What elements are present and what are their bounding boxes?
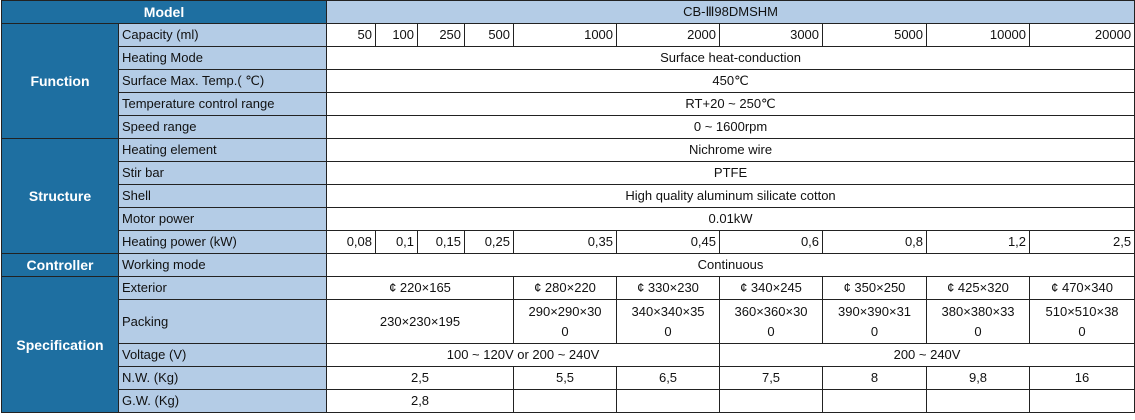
- packing-line: 380×380×33: [941, 303, 1015, 319]
- exterior-cell: ¢ 220×165: [327, 277, 514, 300]
- shell-row: [2, 185, 1135, 208]
- packing-line: 0: [870, 323, 879, 339]
- label-packing: Packing: [119, 300, 327, 344]
- exterior-cell: ¢ 330×230: [617, 277, 720, 300]
- capacity-cell: 2000: [617, 24, 720, 47]
- motor-power-value: 0.01kW: [327, 208, 1135, 231]
- motor-power-row: [2, 208, 1135, 231]
- packing-cell: [720, 300, 823, 344]
- model-value: CB-Ⅲ98DMSHM: [327, 1, 1135, 24]
- exterior-cell: ¢ 470×340: [1030, 277, 1135, 300]
- heating-power-cell: 0,6: [720, 231, 823, 254]
- label-gw: G.W. (Kg): [119, 390, 327, 413]
- nw-cell: 16: [1030, 367, 1135, 390]
- label-capacity: Capacity (ml): [119, 24, 327, 47]
- packing-line: 0: [561, 323, 569, 339]
- gw-cell: [617, 390, 720, 413]
- heating-element-row: [2, 139, 1135, 162]
- label-temp-range: Temperature control range: [119, 93, 327, 116]
- heating-power-cell: 0,45: [617, 231, 720, 254]
- gw-cell: [514, 390, 617, 413]
- packing-line: 0: [664, 323, 672, 339]
- heating-power-cell: 2,5: [1030, 231, 1135, 254]
- gw-cell: [927, 390, 1030, 413]
- nw-cell: 9,8: [927, 367, 1030, 390]
- heating-power-row: [2, 231, 1135, 254]
- exterior-cell: ¢ 340×245: [720, 277, 823, 300]
- capacity-cell: 50: [327, 24, 376, 47]
- stir-bar-value: PTFE: [327, 162, 1135, 185]
- packing-cell: [927, 300, 1030, 344]
- stir-bar-row: [2, 162, 1135, 185]
- packing-line: 290×290×30: [528, 303, 602, 319]
- nw-cell: 6,5: [617, 367, 720, 390]
- gw-cell: [720, 390, 823, 413]
- capacity-row: [2, 24, 1135, 47]
- category-specification: Specification: [2, 277, 119, 413]
- heating-power-cell: 0,1: [376, 231, 418, 254]
- heating-power-cell: 0,08: [327, 231, 376, 254]
- category-structure: Structure: [2, 139, 119, 254]
- temp-range-value: RT+20 ~ 250℃: [327, 93, 1135, 116]
- packing-line: 340×340×35: [631, 303, 705, 319]
- label-nw: N.W. (Kg): [119, 367, 327, 390]
- label-motor-power: Motor power: [119, 208, 327, 231]
- label-heating-power: Heating power (kW): [119, 231, 327, 254]
- heating-element-value: Nichrome wire: [327, 139, 1135, 162]
- gw-cell: [1030, 390, 1135, 413]
- packing-cell: [823, 300, 927, 344]
- label-shell: Shell: [119, 185, 327, 208]
- exterior-cell: ¢ 280×220: [514, 277, 617, 300]
- label-heating-element: Heating element: [119, 139, 327, 162]
- speed-range-value: 0 ~ 1600rpm: [327, 116, 1135, 139]
- working-mode-row: [2, 254, 1135, 277]
- nw-cell: 2,5: [327, 367, 514, 390]
- capacity-cell: 250: [418, 24, 465, 47]
- shell-value: High quality aluminum silicate cotton: [327, 185, 1135, 208]
- packing-cell: [514, 300, 617, 344]
- heating-mode-row: [2, 47, 1135, 70]
- model-label: Model: [2, 1, 327, 24]
- capacity-cell: 5000: [823, 24, 927, 47]
- heating-power-cell: 0,15: [418, 231, 465, 254]
- temp-range-row: [2, 93, 1135, 116]
- voltage-row: [2, 344, 1135, 367]
- heating-power-cell: 0,35: [514, 231, 617, 254]
- packing-line: 0: [1078, 323, 1086, 339]
- gw-cell: 2,8: [327, 390, 514, 413]
- working-mode-value: Continuous: [327, 254, 1135, 277]
- label-voltage: Voltage (V): [119, 344, 327, 367]
- model-row: [2, 1, 1135, 24]
- capacity-cell: 1000: [514, 24, 617, 47]
- nw-cell: 7,5: [720, 367, 823, 390]
- packing-line: 0: [974, 323, 982, 339]
- speed-range-row: [2, 116, 1135, 139]
- label-exterior: Exterior: [119, 277, 327, 300]
- capacity-cell: 10000: [927, 24, 1030, 47]
- capacity-cell: 100: [376, 24, 418, 47]
- packing-line: 360×360×30: [734, 303, 808, 319]
- gw-cell: [823, 390, 927, 413]
- packing-row: [2, 300, 1135, 344]
- packing-cell: 230×230×195: [327, 300, 514, 344]
- label-speed-range: Speed range: [119, 116, 327, 139]
- category-function: Function: [2, 24, 119, 139]
- heating-power-cell: 0,25: [465, 231, 514, 254]
- exterior-cell: ¢ 350×250: [823, 277, 927, 300]
- voltage-cell: 200 ~ 240V: [720, 344, 1135, 367]
- capacity-cell: 500: [465, 24, 514, 47]
- exterior-row: [2, 277, 1135, 300]
- label-working-mode: Working mode: [119, 254, 327, 277]
- spec-table: [1, 0, 1135, 413]
- surface-temp-row: [2, 70, 1135, 93]
- label-surface-temp: Surface Max. Temp.( ℃): [119, 70, 327, 93]
- exterior-cell: ¢ 425×320: [927, 277, 1030, 300]
- heating-power-cell: 0,8: [823, 231, 927, 254]
- label-heating-mode: Heating Mode: [119, 47, 327, 70]
- packing-cell: [617, 300, 720, 344]
- capacity-cell: 20000: [1030, 24, 1135, 47]
- packing-cell: [1030, 300, 1135, 344]
- heating-mode-value: Surface heat-conduction: [327, 47, 1135, 70]
- category-controller: Controller: [2, 254, 119, 277]
- surface-temp-value: 450℃: [327, 70, 1135, 93]
- heating-power-cell: 1,2: [927, 231, 1030, 254]
- label-stir-bar: Stir bar: [119, 162, 327, 185]
- nw-cell: 8: [823, 367, 927, 390]
- voltage-cell: 100 ~ 120V or 200 ~ 240V: [327, 344, 720, 367]
- packing-line: 390×390×31: [838, 303, 912, 319]
- capacity-cell: 3000: [720, 24, 823, 47]
- gw-row: [2, 390, 1135, 413]
- packing-line: 510×510×38: [1045, 303, 1119, 319]
- nw-row: [2, 367, 1135, 390]
- packing-line: 0: [767, 323, 775, 339]
- nw-cell: 5,5: [514, 367, 617, 390]
